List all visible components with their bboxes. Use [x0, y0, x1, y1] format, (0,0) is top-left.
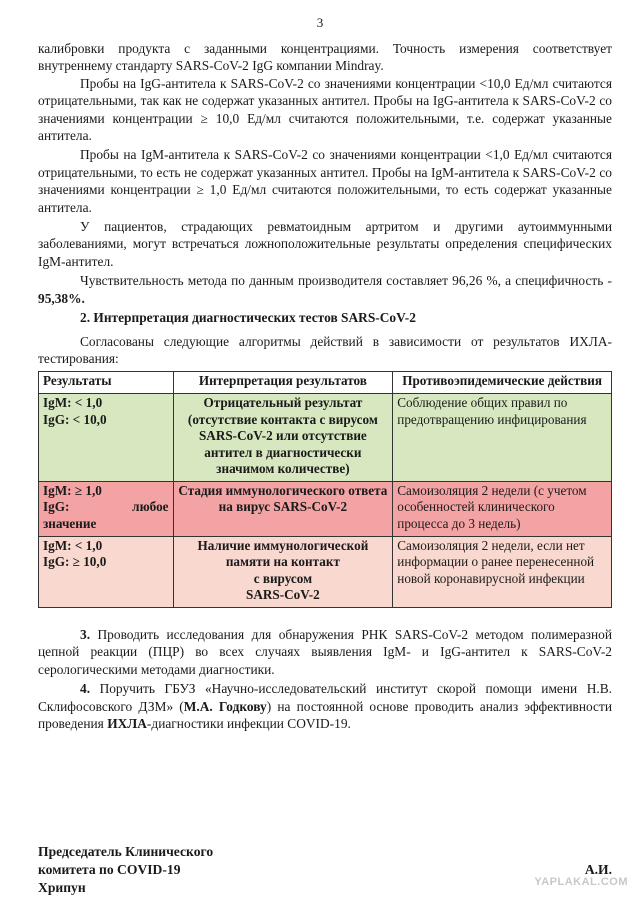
header-interpretation: Интерпретация результатов [173, 372, 393, 394]
specificity-value: 95,38%. [38, 290, 85, 306]
interpretation-table [38, 371, 612, 608]
signature-initials: А.И. [584, 862, 612, 877]
header-actions: Противоэпидемические действия [393, 372, 612, 394]
item-4-number: 4. [80, 681, 91, 697]
table-row [39, 536, 612, 607]
interpretation-cell: Наличие иммунологической памяти на контакт с вирусом SARS-CoV-2 [173, 536, 393, 607]
paragraph-igm: Пробы на IgM-антитела к SARS-CoV-2 со значениями концентрации <1,0 Ед/мл считаются отрицательными, то есть не содержат указанных антител. Пробы на IgM-антитела к SARS-CoV-2 со значениями концентрации ≥ 1,0 Ед/мл считаются положительными, то есть содержат указанные антитела. [38, 147, 612, 215]
item-3-number: 3. [80, 627, 91, 643]
paragraph-calibration: калибровки продукта с заданными концентрациями. Точность измерения соответствует внутреннему стандарту SARS-CoV-2 IgG компании Mindray. [38, 41, 612, 74]
action-cell: Самоизоляция 2 недели, если нет информации о ранее перенесенной новой коронавирусной инфекции [393, 536, 612, 607]
result-cell: IgM: ≥ 1,0 IgG: любое значение [39, 481, 174, 536]
signature-block [38, 843, 612, 897]
paragraph-intro: Согласованы следующие алгоритмы действий в зависимости от результатов ИХЛА-тестирования: [38, 333, 612, 366]
section-heading [80, 309, 612, 326]
action-cell: Самоизоляция 2 недели (с учетом особенностей клинического процесса до 3 недель) [393, 481, 612, 536]
section-title: Интерпретация диагностических тестов SARS-CoV-2 [93, 310, 416, 326]
table-row [39, 481, 612, 536]
paragraph-autoimmune: У пациентов, страдающих ревматоидным артритом и другими аутоиммунными заболеваниями, могут встречаться ложноположительные результаты определения специфических IgM-антител. [38, 219, 612, 269]
paragraph-sensitivity [38, 272, 612, 307]
watermark: YAPLAKAL.COM [534, 876, 628, 888]
table-row [39, 393, 612, 481]
responsible-person: М.А. Годкову [183, 698, 267, 714]
action-cell: Соблюдение общих правил по предотвращению инфицирования [393, 393, 612, 481]
interpretation-cell: Отрицательный результат (отсутствие контакта с вирусом SARS-CoV-2 или отсутствие антител в диагностически значимом количестве) [173, 393, 393, 481]
header-results: Результаты [39, 372, 174, 394]
page-number: 3 [316, 15, 324, 30]
signature-title-line1: Председатель Клинического [38, 844, 214, 859]
signature-surname: Хрипун [38, 880, 86, 895]
method-name: ИХЛА [107, 716, 147, 732]
sensitivity-text: Чувствительность метода по данным производителя составляет 96,26 %, а специфичность - [80, 273, 612, 289]
item-3: 3. Проводить исследования для обнаружения РНК SARS-CoV-2 методом полимеразной цепной реакции (ПЦР) во всех случаях выявления IgM- и IgG-антител к SARS-CoV-2 серологическими методами диагностики. [38, 627, 612, 677]
signature-title-line2: комитета по COVID-19 [38, 862, 181, 877]
item-4: 4. Поручить ГБУЗ «Научно-исследовательский институт скорой помощи имени Н.В. Склифосовского ДЗМ» (М.А. Годкову) на постоянной основе проводить анализ эффективности проведения ИХЛА-диагностики инфекции COVID-19. [38, 681, 612, 732]
section-number: 2. [80, 310, 91, 326]
paragraph-igg: Пробы на IgG-антитела к SARS-CoV-2 со значениями концентрации <10,0 Ед/мл считаются отрицательными, так как не содержат указанных антител. Пробы на IgG-антитела к SARS-CoV-2 со значениями концентрации ≥ 10,0 Ед/мл считаются положительными, т.е. содержат указанные антитела. [38, 75, 612, 144]
result-cell: IgM: < 1,0 IgG: ≥ 10,0 [39, 536, 174, 607]
table-header-row [39, 372, 612, 394]
document-body [38, 40, 612, 732]
result-cell: IgM: < 1,0 IgG: < 10,0 [39, 393, 174, 481]
interpretation-cell: Стадия иммунологического ответа на вирус SARS-CoV-2 [173, 481, 393, 536]
